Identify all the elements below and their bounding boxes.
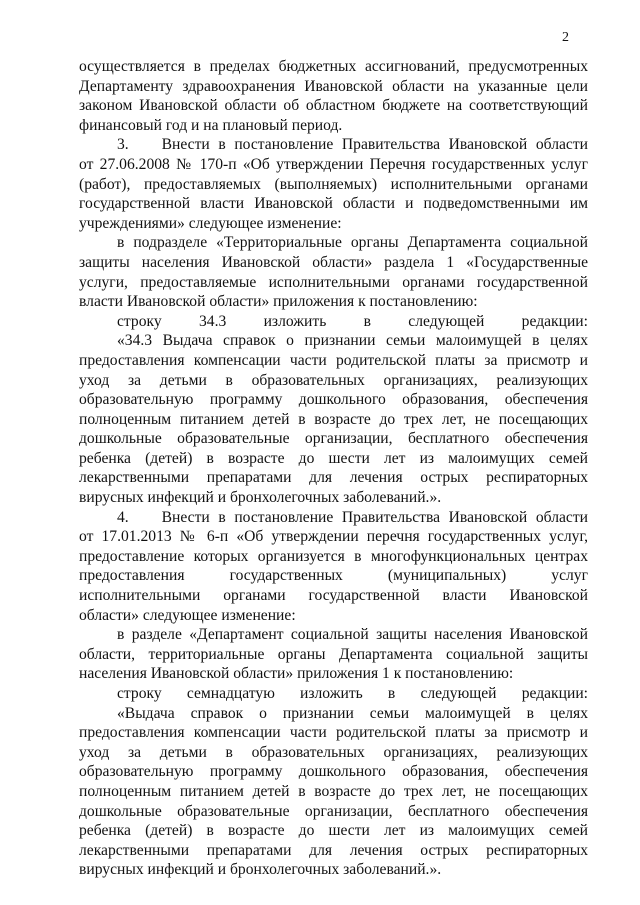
text-line: уход за детьми в образовательных организациях, реализующих — [79, 371, 588, 389]
text-line: лекарственными препаратами для лечения острых респираторных — [79, 469, 588, 487]
text-line: дошкольные образовательные организации, бесплатного обеспечения — [79, 430, 588, 448]
text-line: предоставления государственных (муниципальных) услуг — [79, 567, 588, 585]
text-line: исполнительными органами государственной власти Ивановской — [79, 587, 588, 605]
text-line: вирусных инфекций и бронхолегочных заболеваний.». — [79, 861, 442, 879]
text-line: государственной власти Ивановской области и подведомственными им — [79, 195, 588, 213]
text-line: «Выдача справок о признании семьи малоимущей в целях — [117, 704, 588, 722]
text-line: полноценным питанием детей в возрасте до трех лет, не посещающих — [79, 782, 588, 800]
text-line — [79, 508, 588, 528]
text-line: (работ), предоставляемых (выполняемых) исполнительными органами — [79, 175, 588, 193]
text-line: предоставления компенсации части родительской платы за присмотр и — [79, 351, 588, 369]
text-line: строку семнадцатую изложить в следующей редакции: — [117, 685, 588, 702]
item-number: 4. — [117, 508, 129, 526]
line-text: Внести в постановление Правительства Ивановской области — [161, 508, 588, 526]
text-line: законом Ивановской области об областном бюджете на соответствующий — [79, 97, 588, 115]
text-line: дошкольные образовательные организации, бесплатного обеспечения — [79, 802, 588, 820]
text-line: в разделе «Департамент социальной защиты населения Ивановской — [117, 626, 588, 644]
text-line: ребенка (детей) в возрасте до шести лет из малоимущих семей — [79, 822, 588, 840]
line-text: Внести в постановление Правительства Ивановской области — [161, 136, 588, 154]
text-line: образовательную программу дошкольного образования, обеспечения — [79, 391, 588, 409]
text-line: области» следующее изменение: — [79, 606, 296, 624]
text-line: защиты населения Ивановской области» раздела 1 «Государственные — [79, 253, 588, 271]
text-line — [79, 135, 588, 155]
text-line: образовательную программу дошкольного образования, обеспечения — [79, 763, 588, 781]
text-line: Департаменту здравоохранения Ивановской области на указанные цели — [79, 77, 588, 95]
text-line: власти Ивановской области» приложения к постановлению: — [79, 293, 478, 311]
text-line: предоставления компенсации части родительской платы за присмотр и — [79, 724, 588, 742]
text-line: финансовый год и на плановый период. — [79, 116, 343, 134]
text-line: строку 34.3 изложить в следующей редакции: — [117, 312, 588, 330]
text-line: услуги, предоставляемые исполнительными органами государственной — [79, 273, 588, 291]
text-line: учреждениями» следующее изменение: — [79, 214, 342, 232]
document-body — [79, 57, 588, 880]
text-line: осуществляется в пределах бюджетных ассигнований, предусмотренных — [79, 58, 588, 75]
item-number: 3. — [117, 136, 129, 154]
page-number: 2 — [562, 30, 569, 45]
text-line: от 17.01.2013 № 6-п «Об утверждении перечня государственных услуг, — [79, 528, 588, 546]
text-line: населения Ивановской области» приложения 1 к постановлению: — [79, 665, 514, 683]
text-line: лекарственными препаратами для лечения острых респираторных — [79, 841, 588, 859]
text-line: от 27.06.2008 № 170-п «Об утверждении Перечня государственных услуг — [79, 155, 588, 173]
text-line: «34.3 Выдача справок о признании семьи малоимущей в целях — [117, 332, 588, 350]
text-line: вирусных инфекций и бронхолегочных заболеваний.». — [79, 489, 442, 507]
text-line: ребенка (детей) в возрасте до шести лет из малоимущих семей — [79, 449, 588, 467]
text-line: в подразделе «Территориальные органы Департамента социальной — [117, 234, 588, 252]
text-line: уход за детьми в образовательных организациях, реализующих — [79, 743, 588, 761]
text-line: области, территориальные органы Департамента социальной защиты — [79, 645, 588, 663]
text-line: полноценным питанием детей в возрасте до трех лет, не посещающих — [79, 410, 588, 428]
text-line: предоставление которых организуется в многофункциональных центрах — [79, 547, 588, 565]
